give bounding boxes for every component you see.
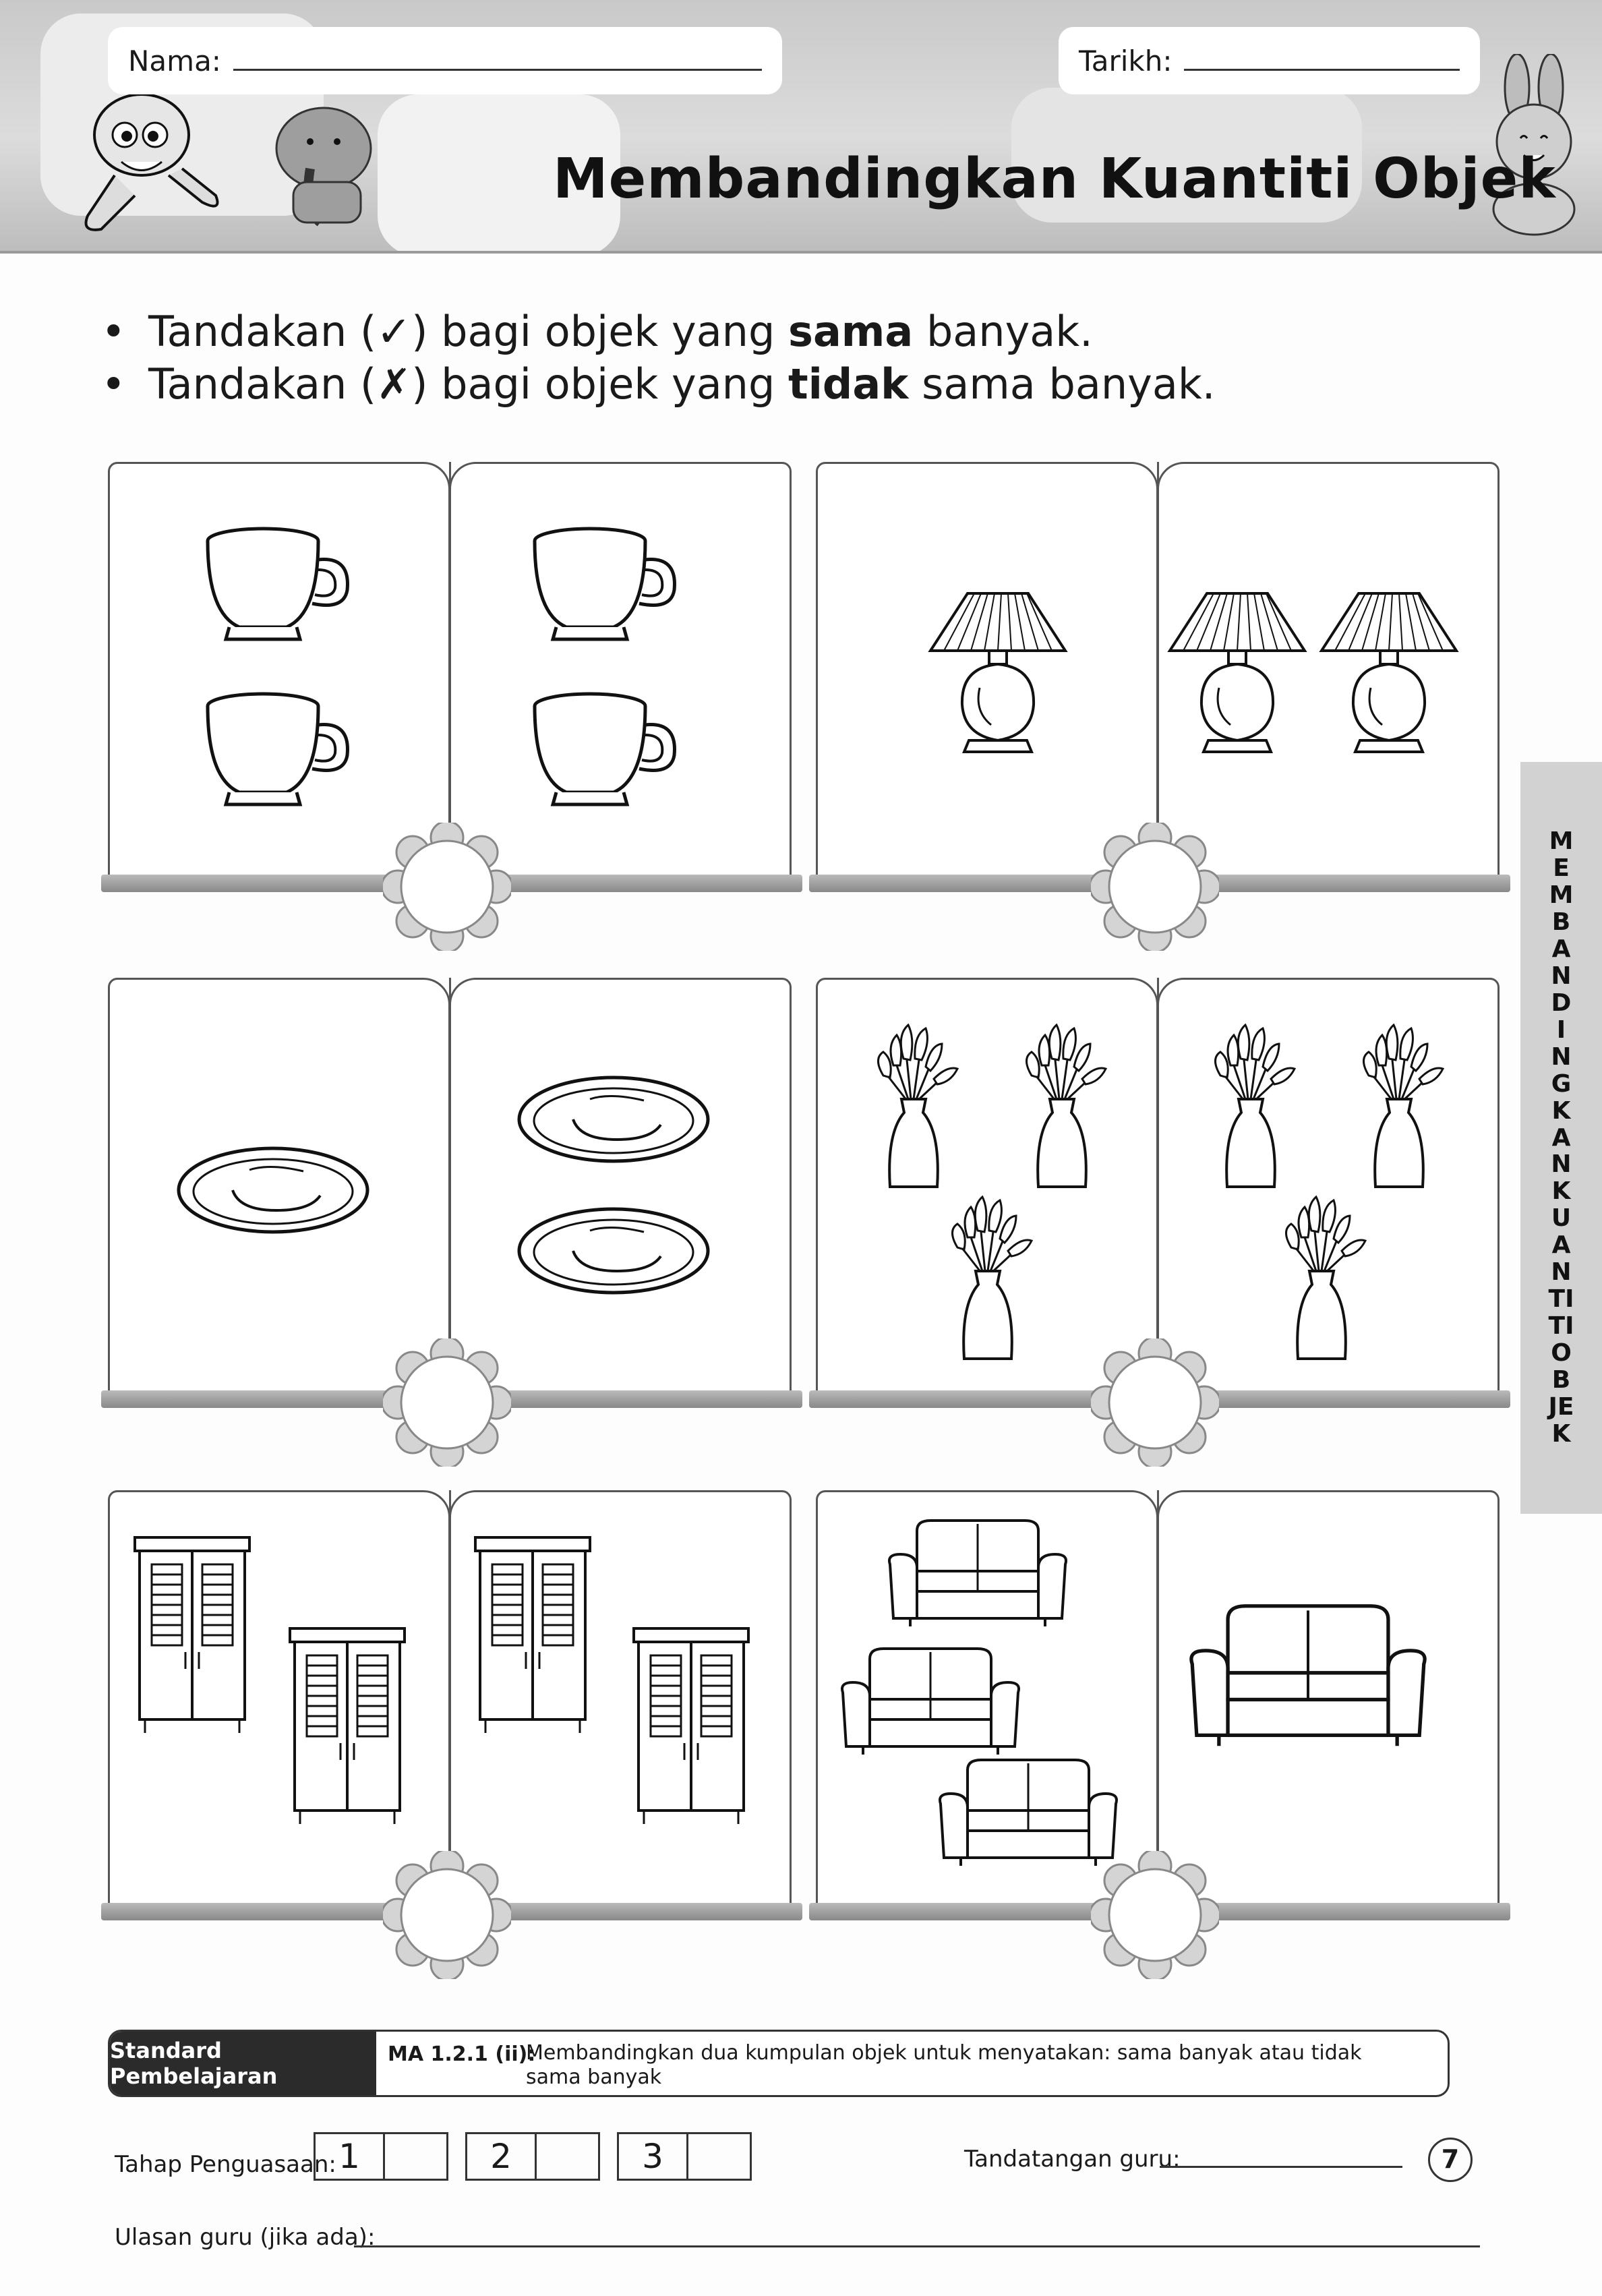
cup-icon: [526, 691, 681, 813]
flower-vase-icon: [1352, 1018, 1446, 1194]
cabinet-icon: [131, 1534, 253, 1736]
flower-vase-icon: [1015, 1018, 1109, 1194]
page-number: 7: [1428, 2138, 1473, 2182]
name-field[interactable]: [108, 27, 782, 94]
name-input-line[interactable]: [233, 69, 762, 71]
panel-lamps: [809, 462, 1510, 900]
cabinet-icon: [472, 1534, 593, 1736]
cup-icon: [199, 691, 354, 813]
name-label: Nama:: [128, 44, 221, 78]
plate-icon: [516, 1072, 711, 1167]
standard-code: MA 1.2.1 (ii):: [388, 2042, 536, 2066]
panel-cups: [101, 462, 802, 900]
instruction-text: Tandakan (✓) bagi objek yang: [148, 307, 789, 356]
cabinet-icon: [630, 1625, 752, 1827]
date-input-line[interactable]: [1184, 69, 1460, 71]
elephant-icon: [256, 94, 391, 229]
instruction-text: banyak.: [913, 307, 1093, 356]
flower-vase-icon: [1204, 1018, 1298, 1194]
flower-vase-icon: [1274, 1190, 1369, 1365]
standard-label: Standard Pembelajaran: [110, 2032, 376, 2095]
teacher-comment-line[interactable]: [354, 2245, 1480, 2247]
side-chapter-tab: [1520, 762, 1602, 1514]
flower-vase-icon: [941, 1190, 1035, 1365]
instruction-not-same: [101, 359, 1215, 409]
bullet-icon: •: [101, 307, 126, 356]
level-number: 3: [619, 2134, 688, 2179]
panel-plates: [101, 978, 802, 1416]
teacher-signature-label: Tandatangan guru:: [964, 2146, 1181, 2173]
answer-circle[interactable]: [383, 823, 511, 951]
bullet-icon: •: [101, 359, 126, 409]
plate-icon: [175, 1143, 371, 1237]
teacher-comment-label: Ulasan guru (jika ada):: [115, 2224, 376, 2251]
lamp-icon: [927, 587, 1069, 755]
level-number: 1: [316, 2134, 385, 2179]
instruction-text: Tandakan (✗) bagi objek yang: [148, 359, 789, 409]
side-tab-text: MEMBANDINGKAN KUANTITI OBJEK: [1548, 827, 1574, 1448]
answer-circle[interactable]: [383, 1338, 511, 1467]
answer-circle[interactable]: [383, 1851, 511, 1979]
mastery-level-3[interactable]: [617, 2132, 752, 2181]
date-field[interactable]: [1059, 27, 1480, 94]
panel-vases: [809, 978, 1510, 1416]
lamp-icon: [1318, 587, 1460, 755]
cup-icon: [526, 526, 681, 647]
flower-vase-icon: [866, 1018, 961, 1194]
lamp-icon: [1166, 587, 1308, 755]
cartoon-character-icon: [47, 81, 243, 243]
header-banner: [0, 0, 1602, 254]
cabinet-icon: [287, 1625, 408, 1827]
instruction-same: [101, 307, 1093, 356]
answer-circle[interactable]: [1091, 823, 1219, 951]
mastery-level-1[interactable]: [314, 2132, 448, 2181]
learning-standard-bar: [108, 2030, 1450, 2097]
answer-circle[interactable]: [1091, 1338, 1219, 1467]
panel-cabinets: [101, 1490, 802, 1929]
instruction-emphasis: sama: [788, 307, 914, 356]
standard-description: Membandingkan dua kumpulan objek untuk menyatakan: sama banyak atau tidak sama banyak: [526, 2041, 1362, 2089]
instruction-emphasis: tidak: [788, 359, 909, 409]
answer-circle[interactable]: [1091, 1851, 1219, 1979]
page-title: Membandingkan Kuantiti Objek: [553, 147, 1556, 211]
sofa-icon: [883, 1517, 1072, 1632]
mastery-level-2[interactable]: [465, 2132, 600, 2181]
teacher-signature-line[interactable]: [1160, 2166, 1402, 2168]
panel-sofas: [809, 1490, 1510, 1929]
sofa-icon: [836, 1645, 1025, 1760]
cup-icon: [199, 526, 354, 647]
plate-icon: [516, 1204, 711, 1298]
date-label: Tarikh:: [1079, 44, 1173, 78]
sofa-icon: [1183, 1601, 1433, 1753]
level-number: 2: [467, 2134, 537, 2179]
instruction-text: sama banyak.: [908, 359, 1216, 409]
mastery-label: Tahap Penguasaan:: [115, 2151, 336, 2178]
